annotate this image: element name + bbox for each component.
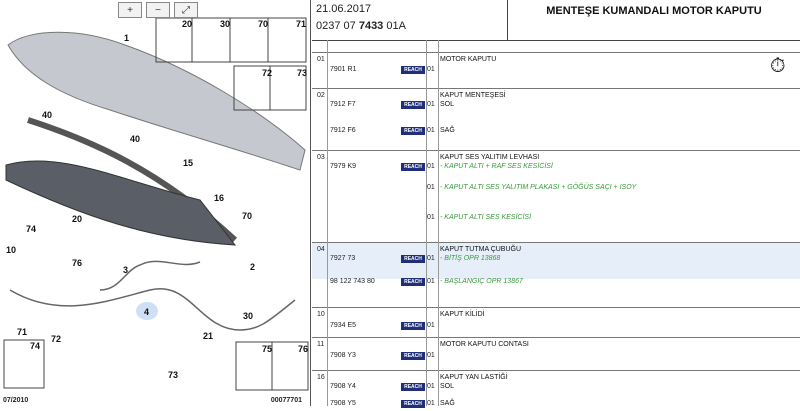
- callout-10[interactable]: 10: [6, 245, 17, 255]
- table-row[interactable]: 11 MOTOR KAPUTU CONTASI 7908 Y3 REACH 01: [312, 337, 800, 371]
- callout-1[interactable]: 1: [124, 33, 130, 43]
- table-row[interactable]: 10 KAPUT KİLİDİ 7934 E5 REACH 01: [312, 307, 800, 338]
- callout-76[interactable]: 76: [72, 258, 83, 268]
- diagram-number: 00077701: [270, 397, 302, 404]
- catalog-date: 21.06.2017: [316, 3, 372, 15]
- stopwatch-icon[interactable]: ⏱: [770, 55, 786, 77]
- reach-badge[interactable]: REACH: [401, 66, 425, 74]
- catalog-code: 0237 07 7433 01A: [316, 20, 406, 32]
- reach-badge[interactable]: REACH: [401, 352, 425, 360]
- callout-72b[interactable]: 72: [262, 68, 273, 78]
- table-row[interactable]: 01 MOTOR KAPUTU 7901 R1 REACH 01: [312, 52, 800, 89]
- callout-15[interactable]: 15: [183, 158, 194, 168]
- catalog-header: [312, 0, 800, 41]
- reach-badge[interactable]: REACH: [401, 383, 425, 391]
- callout-30b[interactable]: 30: [220, 19, 231, 29]
- callout-70[interactable]: 70: [242, 211, 253, 221]
- reach-badge[interactable]: REACH: [401, 322, 425, 330]
- callout-30[interactable]: 30: [243, 311, 254, 321]
- callout-16[interactable]: 16: [214, 193, 225, 203]
- reach-badge[interactable]: REACH: [401, 255, 425, 263]
- reach-badge[interactable]: REACH: [401, 101, 425, 109]
- table-row[interactable]: 16 KAPUT YAN LASTİĞİ 7908 Y4 REACH 01 SOL 7908 Y5 REACH 01 SAĞ: [312, 370, 800, 411]
- callout-21[interactable]: 21: [203, 331, 214, 341]
- callout-2[interactable]: 2: [250, 262, 256, 272]
- reach-badge[interactable]: REACH: [401, 127, 425, 135]
- callout-74b[interactable]: 74: [30, 341, 41, 351]
- callout-4[interactable]: 4: [144, 307, 150, 317]
- callout-71[interactable]: 71: [17, 327, 28, 337]
- callout-71b[interactable]: 71: [296, 19, 307, 29]
- diagram-date: 07/2010: [3, 397, 29, 404]
- reach-badge[interactable]: REACH: [401, 163, 425, 171]
- page-title: MENTEŞE KUMANDALI MOTOR KAPUTU: [546, 5, 762, 17]
- callout-73[interactable]: 73: [168, 370, 179, 380]
- zoom-fit-icon[interactable]: ⤢: [174, 2, 198, 18]
- table-row[interactable]: 02 KAPUT MENTEŞESİ 7912 F7 REACH 01 SOL 7912 F6 REACH 01 SAĞ: [312, 88, 800, 151]
- callout-73b[interactable]: 73: [297, 68, 308, 78]
- callout-20[interactable]: 20: [72, 214, 83, 224]
- zoom-out-icon[interactable]: −: [146, 2, 170, 18]
- reach-badge[interactable]: REACH: [401, 400, 425, 408]
- diagram-toolbar: [118, 2, 198, 18]
- callout-20b[interactable]: 20: [182, 19, 193, 29]
- zoom-in-icon[interactable]: +: [118, 2, 142, 18]
- table-row[interactable]: 03 KAPUT SES YALITIM LEVHASI 7979 K9 REACH 01 - KAPUT ALTI + RAF SES KESİCİSİ 01 - KAPUT ALTI SES YALITIM PLAKASI + GÖĞÜS SAÇI + ISOY 01 - KAPUT ALTI SES KESİCİSİ: [312, 150, 800, 243]
- table-row[interactable]: 98 122 743 80 REACH 01 - BAŞLANGIÇ OPR 13867: [330, 278, 523, 285]
- callout-3[interactable]: 3: [123, 265, 129, 275]
- callout-76b[interactable]: 76: [298, 344, 309, 354]
- table-row-selected[interactable]: 04 KAPUT TUTMA ÇUBUĞU 7927 73 REACH 01 - BİTİŞ OPR 13868: [312, 242, 800, 279]
- callout-72[interactable]: 72: [51, 334, 62, 344]
- insulation-shape[interactable]: [6, 161, 235, 245]
- small-parts-box: [156, 18, 306, 62]
- callout-74[interactable]: 74: [26, 224, 37, 234]
- callout-40b[interactable]: 40: [130, 134, 141, 144]
- callout-75[interactable]: 75: [262, 344, 273, 354]
- callout-40[interactable]: 40: [42, 110, 53, 120]
- exploded-diagram: [0, 0, 311, 406]
- reach-badge[interactable]: REACH: [401, 278, 425, 286]
- callout-70b[interactable]: 70: [258, 19, 269, 29]
